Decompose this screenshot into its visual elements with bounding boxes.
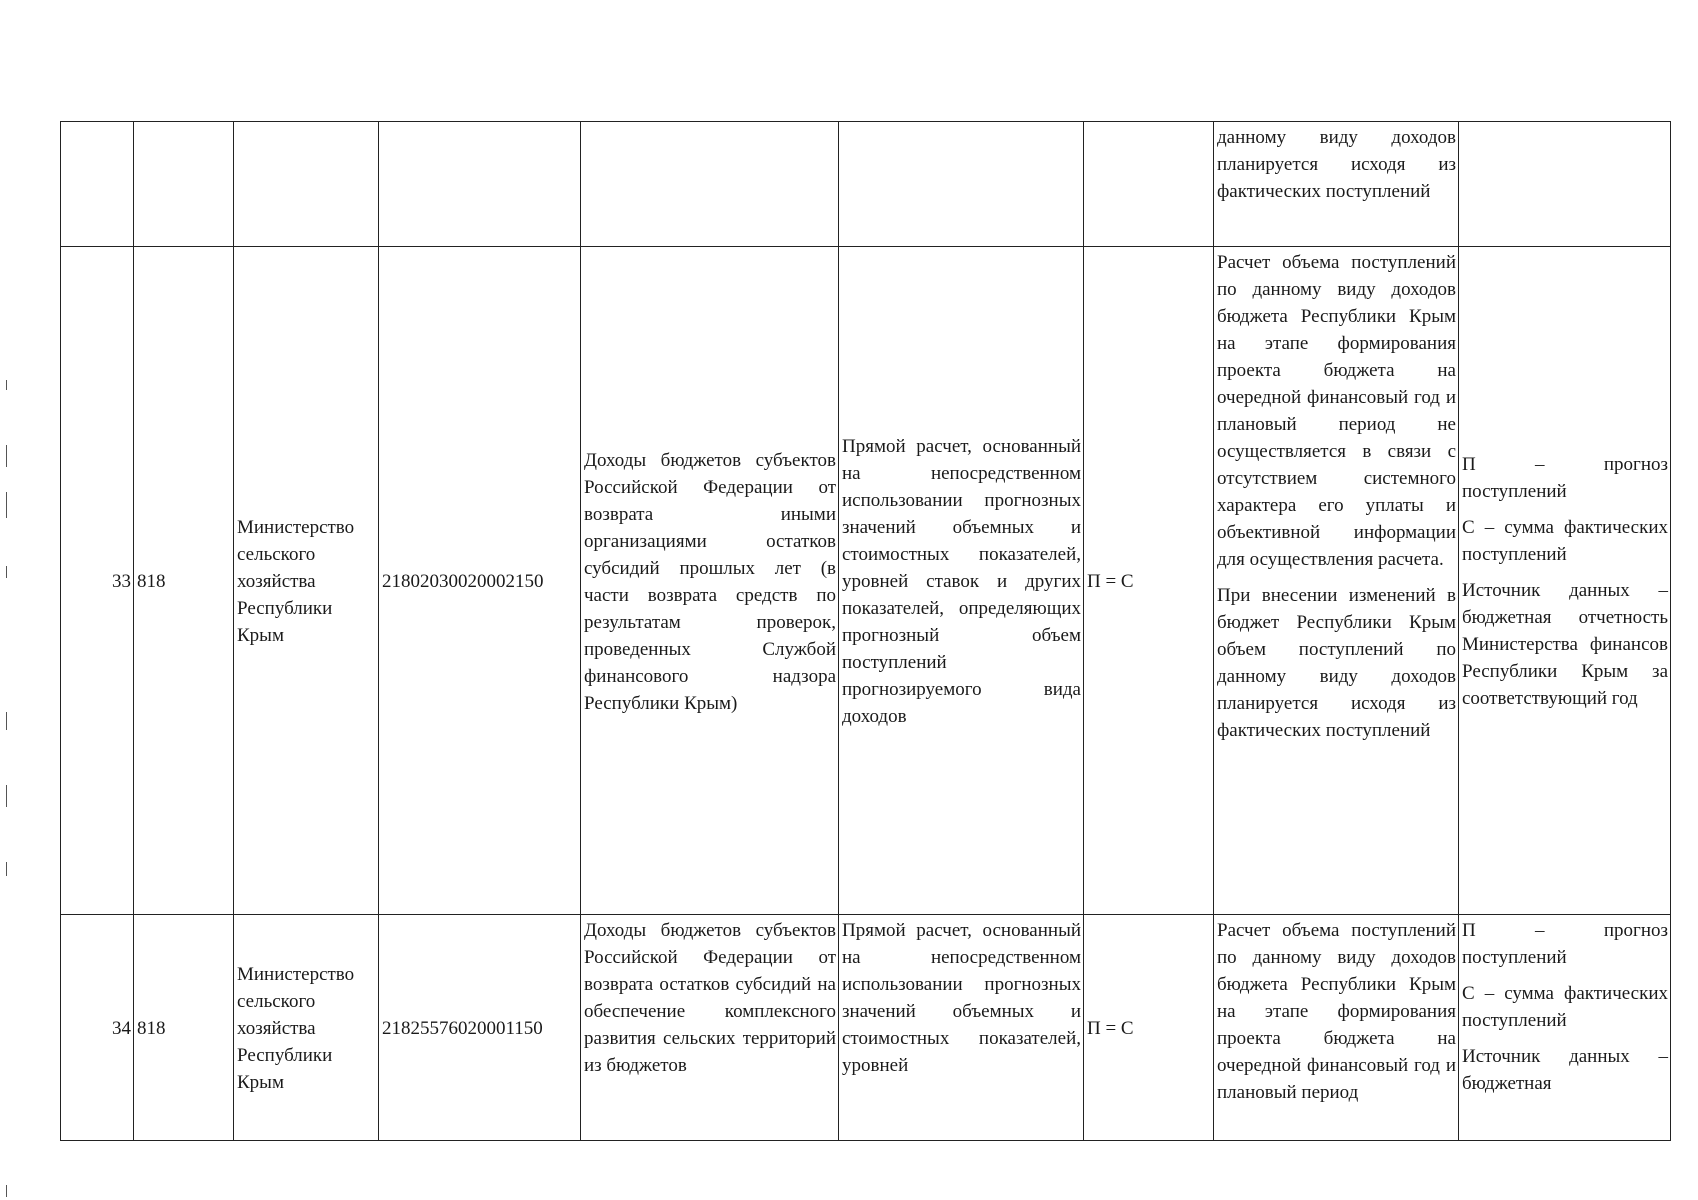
- indicator-definition: П – прогноз поступлений: [1462, 454, 1668, 502]
- indicator-source: Источник данных – бюджетная отчетность Министерства финансов Республики Крым за соответствующий год: [1462, 580, 1668, 709]
- cell-algorithm: [1214, 915, 1459, 1141]
- scan-margin-mark: [6, 566, 7, 578]
- cell-method: [839, 122, 1084, 247]
- table-row: [61, 247, 1671, 915]
- cell-administrator: Министерство сельского хозяйства Республики Крым: [234, 247, 379, 915]
- cell-number: [61, 122, 134, 247]
- scan-margin-mark: [6, 380, 7, 390]
- cell-kbk-code: [379, 122, 581, 247]
- cell-admin-code: [134, 122, 234, 247]
- cell-revenue-name: [581, 122, 839, 247]
- cell-formula: П = С: [1084, 915, 1214, 1141]
- algorithm-paragraph: данному виду доходов планируется исходя из фактических поступлений: [1217, 127, 1456, 202]
- cell-kbk-code: 21825576020001150: [379, 915, 581, 1141]
- cell-method: Прямой расчет, основанный на непосредственном использовании прогнозных значений объемных и стоимостных показателей, уровней ставок и других показателей, определяющих прогнозный объем поступлений прогнозируемого вида доходов: [839, 247, 1084, 915]
- indicator-definition: С – сумма фактических поступлений: [1462, 983, 1668, 1031]
- revenue-forecast-table: [60, 121, 1671, 1141]
- cell-admin-code: 818: [134, 247, 234, 915]
- cell-number: 34: [61, 915, 134, 1141]
- cell-indicators: [1459, 122, 1671, 247]
- cell-administrator: [234, 122, 379, 247]
- scan-margin-mark: [6, 712, 7, 730]
- scan-margin-mark: [6, 862, 7, 876]
- cell-administrator: Министерство сельского хозяйства Республики Крым: [234, 915, 379, 1141]
- cell-method: Прямой расчет, основанный на непосредственном использовании прогнозных значений объемных и стоимостных показателей, уровней: [839, 915, 1084, 1141]
- cell-admin-code: 818: [134, 915, 234, 1141]
- cell-kbk-code: 21802030020002150: [379, 247, 581, 915]
- cell-algorithm: [1214, 122, 1459, 247]
- cell-formula: [1084, 122, 1214, 247]
- algorithm-paragraph: Расчет объема поступлений по данному виду доходов бюджета Республики Крым на этапе формирования проекта бюджета на очередной финансовый год и плановый период: [1217, 920, 1456, 1103]
- table-row: [61, 122, 1671, 247]
- table-row: [61, 915, 1671, 1141]
- scan-margin-mark: [6, 1185, 7, 1197]
- cell-indicators: [1459, 915, 1671, 1141]
- cell-revenue-name: Доходы бюджетов субъектов Российской Федерации от возврата иными организациями остатков субсидий прошлых лет (в части возврата средств по результатам проверок, проведенных Службой финансового надзора Республики Крым): [581, 247, 839, 915]
- scan-margin-mark: [6, 785, 7, 807]
- scan-margin-mark: [6, 445, 7, 467]
- algorithm-paragraph: Расчет объема поступлений по данному виду доходов бюджета Республики Крым на этапе формирования проекта бюджета на очередной финансовый год и плановый период не осуществляется в связи с отсутствием системного характера его уплаты и объективной информации для осуществления расчета.: [1217, 252, 1456, 570]
- indicator-definition: П – прогноз поступлений: [1462, 920, 1668, 968]
- cell-algorithm: [1214, 247, 1459, 915]
- indicator-source: Источник данных – бюджетная: [1462, 1046, 1668, 1094]
- cell-indicators: [1459, 247, 1671, 915]
- cell-revenue-name: Доходы бюджетов субъектов Российской Федерации от возврата остатков субсидий на обеспечение комплексного развития сельских территорий из бюджетов: [581, 915, 839, 1141]
- algorithm-paragraph: При внесении изменений в бюджет Республики Крым объем поступлений по данному виду доходов планируется исходя из фактических поступлений: [1217, 585, 1456, 741]
- cell-number: 33: [61, 247, 134, 915]
- cell-formula: П = С: [1084, 247, 1214, 915]
- indicator-definition: С – сумма фактических поступлений: [1462, 517, 1668, 565]
- scan-margin-mark: [6, 492, 7, 518]
